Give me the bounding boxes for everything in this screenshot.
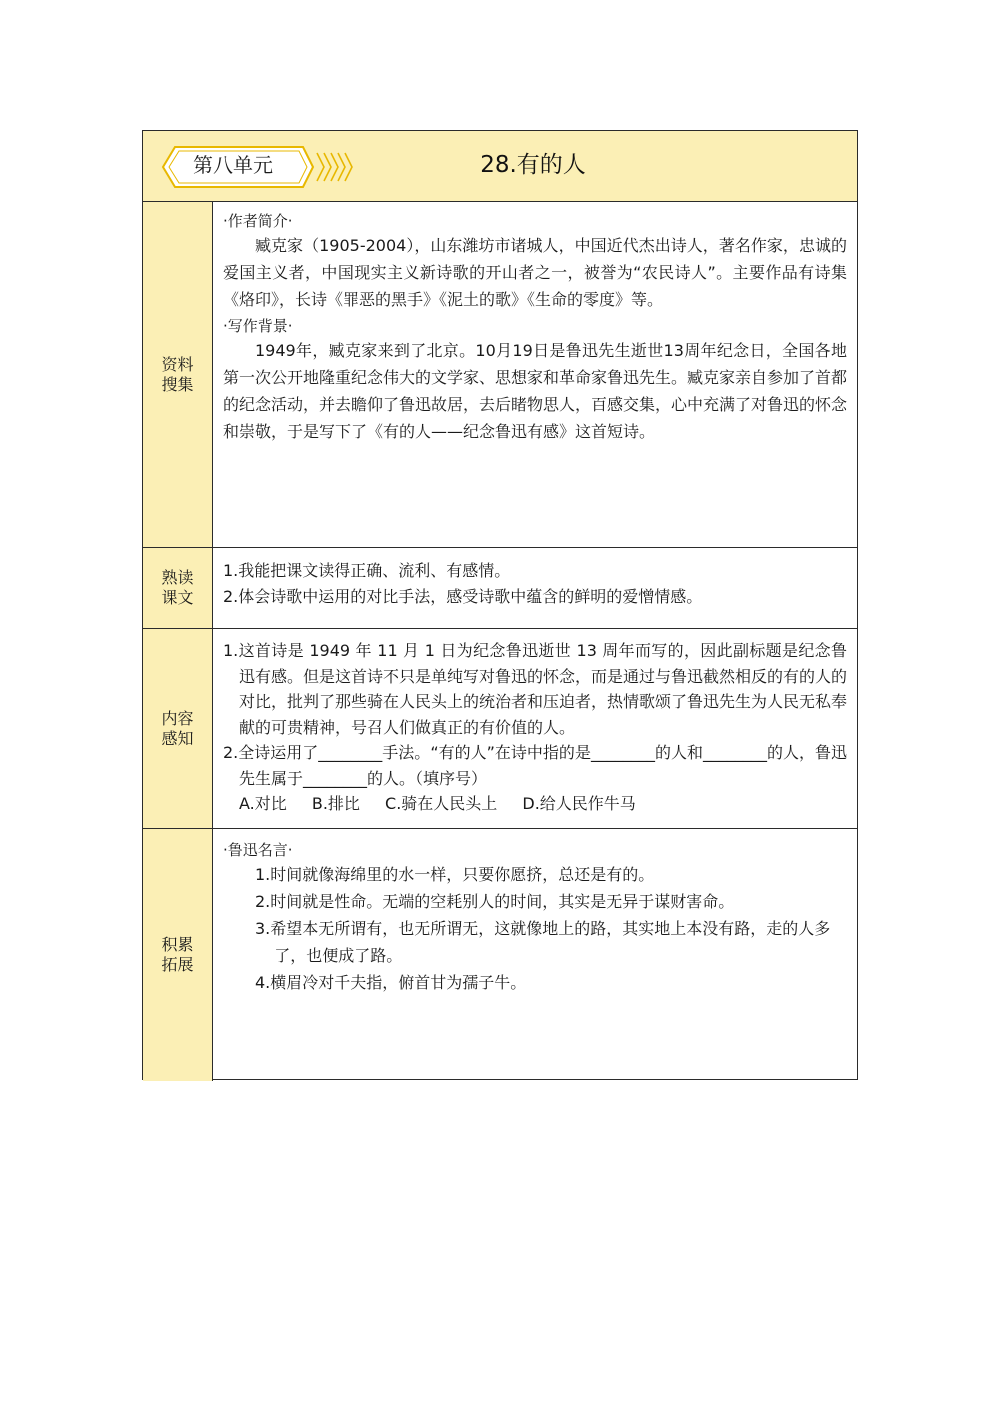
section-extension xyxy=(143,829,857,1081)
section-label-cell xyxy=(143,202,213,547)
section-label: 内容感知 xyxy=(161,708,194,748)
quotes-heading: ·鲁迅名言· xyxy=(223,841,293,859)
background-text: 1949年，臧克家来到了北京。10月19日是鲁迅先生逝世13周年纪念日，全国各地第一次公开地隆重纪念伟大的文学家、思想家和革命家鲁迅先生。臧克家亲自参加了首都的纪念活动，并去瞻仰了鲁迅故居，去后睹物思人，百感交集，心中充满了对鲁迅的怀念和崇敬，于是写下了《有的人——纪念鲁迅有感》这首短诗。 xyxy=(223,341,848,441)
background-heading: ·写作背景· xyxy=(223,317,293,335)
worksheet-header xyxy=(143,131,857,202)
reading-item: 1.我能把课文读得正确、流利、有感情。 xyxy=(223,561,511,580)
quote-item: 1.时间就像海绵里的水一样，只要你愿挤，总还是有的。 xyxy=(255,865,655,884)
option-d: D.给人民作牛马 xyxy=(522,794,636,813)
section-label: 资料搜集 xyxy=(161,354,194,394)
quote-item: 2.时间就是性命。无端的空耗别人的时间，其实是无异于谋财害命。 xyxy=(255,892,735,911)
unit-label: 第八单元 xyxy=(193,153,273,177)
author-text: 臧克家（1905-2004），山东潍坊市诸城人，中国近代杰出诗人，著名作家，忠诚的爱国主义者，中国现实主义新诗歌的开山者之一，被誉为“农民诗人”。主要作品有诗集《烙印》，长诗《罪恶的黑手》《泥土的歌》《生命的零度》等。 xyxy=(223,236,847,309)
option-a: A.对比 xyxy=(239,794,287,813)
quote-item: 4.横眉冷对千夫指，俯首甘为孺子牛。 xyxy=(255,973,527,992)
section-content xyxy=(213,629,857,828)
section-label-cell xyxy=(143,629,213,828)
section-content xyxy=(213,548,857,628)
section-content-perception xyxy=(143,629,857,829)
section-research xyxy=(143,202,857,548)
worksheet-table xyxy=(142,130,858,1080)
section-content xyxy=(213,202,857,547)
reading-item: 2.体会诗歌中运用的对比手法，感受诗歌中蕴含的鲜明的爱憎情感。 xyxy=(223,586,703,606)
section-reading xyxy=(143,548,857,629)
author-heading: ·作者简介· xyxy=(223,212,293,230)
section-label-cell xyxy=(143,829,213,1081)
option-c: C.骑在人民头上 xyxy=(385,794,498,813)
content-item-2: 2.全诗运用了________手法。“有的人”在诗中指的是________的人和________的人，鲁迅先生属于________的人。（填序号） xyxy=(223,743,847,788)
answer-options xyxy=(223,791,847,817)
section-label: 熟读课文 xyxy=(161,568,194,607)
option-b: B.排比 xyxy=(311,794,360,813)
section-content xyxy=(213,829,857,1081)
quote-item: 3.希望本无所谓有，也无所谓无，这就像地上的路，其实地上本没有路，走的人多了，也便成了路。 xyxy=(255,919,831,965)
section-label: 积累拓展 xyxy=(161,935,194,974)
section-label-cell xyxy=(143,548,213,628)
content-item-1: 1.这首诗是 1949 年 11 月 1 日为纪念鲁迅逝世 13 周年而写的，因此副标题是纪念鲁迅有感。但是这首诗不只是单纯写对鲁迅的怀念，而是通过与鲁迅截然相反的有的人的对比，批判了那些骑在人民头上的统治者和压迫者，热情歌颂了鲁迅先生为人民无私奉献的可贵精神，号召人们做真正的有价值的人。 xyxy=(223,641,848,737)
lesson-title: 28.有的人 xyxy=(480,152,586,178)
